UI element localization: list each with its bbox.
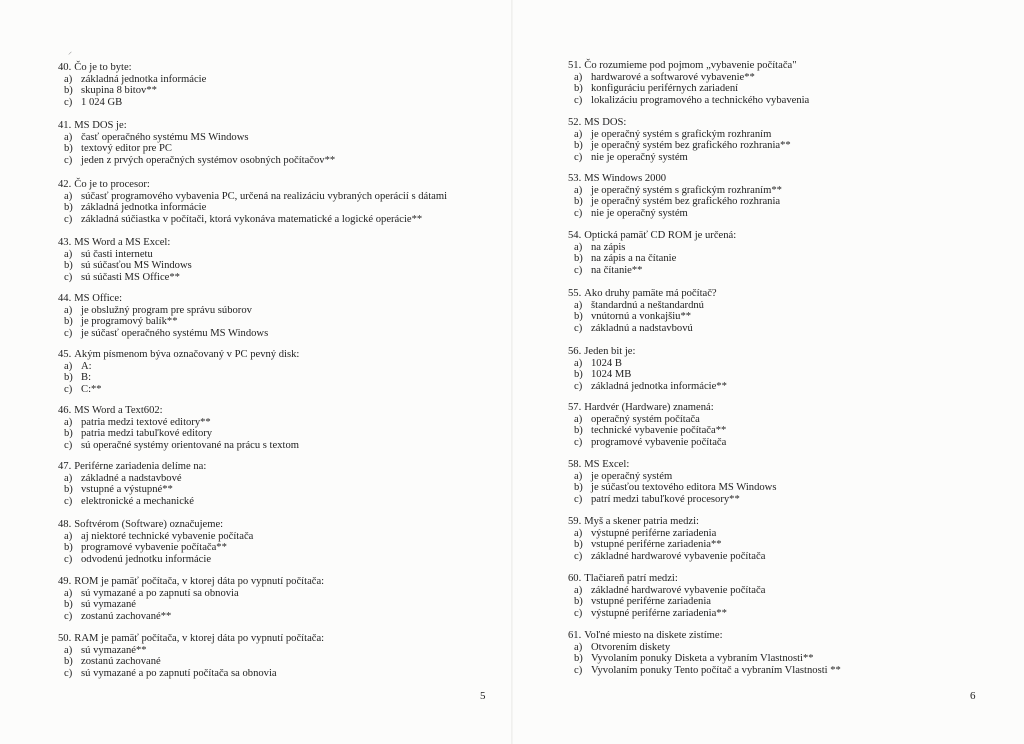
answer-option	[568, 653, 841, 665]
option-text: základná jednotka informácie**	[591, 380, 727, 392]
answer-option	[58, 143, 335, 155]
question-text	[568, 573, 765, 585]
option-text: vstupné periférne zariadenia**	[591, 539, 722, 551]
question-50	[58, 633, 324, 679]
question-60	[568, 573, 765, 619]
answer-option	[58, 599, 324, 611]
question-text	[58, 633, 324, 645]
question-text	[58, 405, 299, 417]
option-letter: b)	[574, 140, 583, 152]
scan-mark: ⸝	[68, 47, 72, 56]
option-text: Otvorením diskety	[591, 641, 671, 653]
question-52	[568, 117, 791, 163]
option-letter: b)	[64, 372, 73, 384]
option-letter: a)	[574, 527, 583, 539]
option-text: je operačný systém s grafickým rozhraním**	[591, 184, 782, 196]
option-letter: a)	[64, 360, 73, 372]
answer-option	[568, 72, 809, 84]
answer-option	[568, 208, 782, 220]
question-number: 57.	[568, 402, 582, 413]
option-letter: c)	[64, 553, 73, 565]
option-text: súčasť programového vybavenia PC, určená na realizáciu vybraných operácií s dátami	[81, 190, 448, 202]
answer-option	[58, 372, 299, 384]
option-letter: b)	[64, 656, 73, 668]
option-letter: c)	[574, 436, 583, 448]
answer-option	[58, 328, 268, 340]
option-text: štandardnú a neštandardnú	[591, 299, 704, 311]
answer-option	[568, 381, 727, 393]
option-letter: b)	[64, 316, 73, 328]
option-text: Vyvolaním ponuky Tento počítač a vybraním Vlastnosti **	[591, 664, 841, 676]
option-text: programové vybavenie počítača	[591, 436, 727, 448]
option-letter: c)	[64, 439, 73, 451]
question-51	[568, 60, 809, 106]
option-letter: c)	[574, 151, 583, 163]
option-text: textový editor pre PC	[81, 143, 172, 155]
option-letter: a)	[574, 299, 583, 311]
question-text	[58, 120, 335, 132]
option-text: na zápis a na čítanie	[591, 253, 677, 265]
answer-option	[58, 305, 268, 317]
option-text: patria medzi tabuľkové editory	[81, 428, 213, 440]
option-letter: a)	[574, 413, 583, 425]
answer-option	[568, 596, 765, 608]
option-text: sú súčasti MS Office**	[81, 271, 180, 283]
option-text: vstupné a výstupné**	[81, 484, 173, 496]
question-text	[568, 117, 791, 129]
question-text	[568, 230, 736, 242]
answer-option	[58, 496, 206, 508]
question-text	[568, 402, 726, 414]
option-letter: a)	[574, 71, 583, 83]
answer-option	[58, 645, 324, 657]
answer-option	[58, 316, 268, 328]
answer-option	[58, 554, 253, 566]
question-text	[568, 630, 841, 642]
answer-option	[58, 656, 324, 668]
option-letter: a)	[574, 184, 583, 196]
question-text	[58, 576, 324, 588]
option-letter: a)	[574, 241, 583, 253]
option-text: aj niektoré technické vybavenie počítača	[81, 530, 254, 542]
question-text	[58, 293, 268, 305]
answer-option	[58, 588, 324, 600]
option-text: na zápis	[591, 241, 626, 253]
question-label: RAM je pamäť počítača, v ktorej dáta po vypnutí počítača:	[74, 633, 325, 644]
answer-option	[568, 358, 727, 370]
option-letter: a)	[64, 248, 73, 260]
option-letter: b)	[64, 143, 73, 155]
answer-option	[58, 132, 335, 144]
option-letter: a)	[64, 644, 73, 656]
question-label: Myš a skener patria medzi:	[584, 516, 699, 527]
answer-option	[568, 140, 791, 152]
question-number: 59.	[568, 516, 582, 527]
option-letter: b)	[64, 599, 73, 611]
question-label: MS Office:	[74, 293, 123, 304]
answer-option	[568, 471, 776, 483]
answer-option	[568, 665, 841, 677]
question-number: 58.	[568, 459, 582, 470]
option-text: výstupné periférne zariadenia**	[591, 607, 727, 619]
option-text: operačný systém počítača	[591, 413, 700, 425]
answer-option	[58, 272, 192, 284]
question-41	[58, 120, 335, 166]
option-letter: a)	[64, 304, 73, 316]
answer-option	[58, 202, 447, 214]
answer-option	[58, 473, 206, 485]
question-43	[58, 237, 192, 283]
question-label: MS DOS je:	[74, 120, 127, 131]
option-letter: a)	[574, 584, 583, 596]
answer-option	[568, 95, 809, 107]
question-44	[58, 293, 268, 339]
option-text: 1 024 GB	[81, 96, 123, 108]
question-number: 51.	[568, 60, 582, 71]
option-letter: c)	[64, 96, 73, 108]
answer-option	[568, 300, 717, 312]
question-48	[58, 519, 253, 565]
option-text: sú vymazané**	[81, 644, 147, 656]
question-number: 53.	[568, 173, 582, 184]
option-letter: a)	[64, 131, 73, 143]
question-text	[568, 288, 717, 300]
option-text: 1024 MB	[591, 369, 632, 381]
option-text: jeden z prvých operačných systémov osobných počítačov**	[81, 154, 336, 166]
answer-option	[58, 384, 299, 396]
question-42	[58, 179, 447, 225]
option-letter: b)	[574, 539, 583, 551]
option-text: výstupné periférne zariadenia	[591, 527, 717, 539]
option-letter: a)	[574, 470, 583, 482]
option-letter: c)	[574, 264, 583, 276]
answer-option	[58, 249, 192, 261]
option-text: je operačný systém bez grafického rozhrania**	[591, 140, 791, 152]
question-label: MS Word a Text602:	[74, 405, 163, 416]
answer-option	[568, 129, 791, 141]
question-57	[568, 402, 726, 448]
option-letter: b)	[574, 253, 583, 265]
option-letter: b)	[64, 542, 73, 554]
option-text: na čítanie**	[591, 264, 643, 276]
answer-option	[568, 425, 726, 437]
answer-option	[568, 196, 782, 208]
option-text: lokalizáciu programového a technického vybavenia	[591, 94, 810, 106]
option-letter: c)	[574, 207, 583, 219]
question-text	[568, 459, 776, 471]
answer-option	[58, 484, 206, 496]
question-number: 42.	[58, 179, 72, 190]
option-text: sú vymazané	[81, 599, 137, 611]
answer-option	[58, 361, 299, 373]
option-letter: b)	[574, 311, 583, 323]
option-text: Vyvolaním ponuky Disketa a vybraním Vlastnosti**	[591, 653, 814, 665]
option-letter: c)	[64, 327, 73, 339]
question-number: 56.	[568, 346, 582, 357]
option-text: sú časti internetu	[81, 248, 153, 260]
question-61	[568, 630, 841, 676]
option-text: je operačný systém	[591, 470, 673, 482]
option-letter: b)	[574, 369, 583, 381]
question-number: 41.	[58, 120, 72, 131]
answer-option	[58, 214, 447, 226]
option-letter: a)	[64, 416, 73, 428]
option-letter: c)	[574, 607, 583, 619]
option-letter: b)	[64, 202, 73, 214]
option-letter: a)	[574, 641, 583, 653]
option-letter: a)	[64, 472, 73, 484]
answer-option	[568, 323, 717, 335]
question-label: Čo je to byte:	[74, 62, 132, 73]
option-text: základná jednotka informácie	[81, 202, 207, 214]
answer-option	[568, 414, 726, 426]
question-label: MS Word a MS Excel:	[74, 237, 171, 248]
question-55	[568, 288, 717, 334]
question-text	[568, 60, 809, 72]
question-label: Čo rozumieme pod pojmom „vybavenie počítača"	[584, 60, 797, 71]
question-label: ROM je pamäť počítača, v ktorej dáta po vypnutí počítača:	[74, 576, 325, 587]
question-59	[568, 516, 765, 562]
option-text: elektronické a mechanické	[81, 495, 194, 507]
option-letter: b)	[574, 196, 583, 208]
question-text	[58, 237, 192, 249]
answer-option	[568, 642, 841, 654]
option-text: patrí medzi tabuľkové procesory**	[591, 493, 740, 505]
option-text: je operačný systém bez grafického rozhrania	[591, 196, 781, 208]
option-text: patria medzi textové editory**	[81, 416, 211, 428]
option-letter: c)	[64, 154, 73, 166]
question-label: Softvérom (Software) označujeme:	[74, 519, 224, 530]
option-text: je operačný systém s grafickým rozhraním	[591, 128, 772, 140]
answer-option	[568, 265, 736, 277]
question-number: 55.	[568, 288, 582, 299]
option-letter: b)	[574, 596, 583, 608]
option-text: základnú a nadstavbovú	[591, 322, 693, 334]
option-letter: c)	[574, 322, 583, 334]
answer-option	[58, 155, 335, 167]
option-letter: c)	[574, 94, 583, 106]
option-letter: c)	[64, 271, 73, 283]
option-text: programové vybavenie počítača**	[81, 542, 227, 554]
option-text: je súčasť operačného systému MS Windows	[81, 327, 269, 339]
option-letter: c)	[64, 495, 73, 507]
question-56	[568, 346, 727, 392]
answer-option	[58, 542, 253, 554]
option-letter: b)	[64, 260, 73, 272]
question-number: 54.	[568, 230, 582, 241]
option-text: B:	[81, 372, 92, 384]
option-text: sú súčasťou MS Windows	[81, 260, 192, 272]
answer-option	[568, 242, 736, 254]
option-text: nie je operačný systém	[591, 207, 688, 219]
option-text: základné hardwarové vybavenie počítača	[591, 550, 766, 562]
option-text: odvodenú jednotku informácie	[81, 553, 212, 565]
option-letter: c)	[64, 213, 73, 225]
option-letter: b)	[64, 428, 73, 440]
question-number: 43.	[58, 237, 72, 248]
answer-option	[58, 85, 206, 97]
option-text: je súčasťou textového editora MS Windows	[591, 482, 777, 494]
page-number-right: 6	[970, 690, 976, 702]
option-text: je programový balík**	[81, 316, 178, 328]
question-53	[568, 173, 782, 219]
option-text: zostanú zachované**	[81, 610, 172, 622]
option-text: C:**	[81, 383, 102, 395]
answer-option	[58, 668, 324, 680]
option-letter: c)	[574, 380, 583, 392]
question-text	[568, 173, 782, 185]
option-text: základná jednotka informácie	[81, 73, 207, 85]
question-label: Jeden bit je:	[584, 346, 636, 357]
option-letter: c)	[574, 493, 583, 505]
question-label: Tlačiareň patrí medzi:	[584, 573, 678, 584]
question-54	[568, 230, 736, 276]
option-text: A:	[81, 360, 92, 372]
answer-option	[568, 185, 782, 197]
answer-option	[58, 531, 253, 543]
option-text: konfiguráciu periférnych zariadení	[591, 83, 739, 95]
option-text: základné a nadstavbové	[81, 472, 182, 484]
option-letter: c)	[574, 550, 583, 562]
option-text: vstupné periférne zariadenia	[591, 596, 711, 608]
answer-option	[58, 428, 299, 440]
option-text: nie je operačný systém	[591, 151, 688, 163]
answer-option	[568, 311, 717, 323]
option-text: základná súčiastka v počítači, ktorá vykonáva matematické a logické operácie**	[81, 213, 423, 225]
question-text	[568, 516, 765, 528]
option-text: je obslužný program pre správu súborov	[81, 304, 252, 316]
question-number: 46.	[58, 405, 72, 416]
question-45	[58, 349, 299, 395]
question-label: Optická pamäť CD ROM je určená:	[584, 230, 737, 241]
option-letter: b)	[574, 83, 583, 95]
answer-option	[58, 74, 206, 86]
page-number-left: 5	[480, 690, 486, 702]
question-47	[58, 461, 206, 507]
question-number: 60.	[568, 573, 582, 584]
answer-option	[58, 440, 299, 452]
question-text	[58, 461, 206, 473]
option-text: sú vymazané a po zapnutí počítača sa obnovia	[81, 667, 277, 679]
question-number: 50.	[58, 633, 72, 644]
answer-option	[58, 417, 299, 429]
option-letter: b)	[574, 482, 583, 494]
question-text	[58, 519, 253, 531]
option-text: časť operačného systému MS Windows	[81, 131, 249, 143]
question-number: 44.	[58, 293, 72, 304]
option-letter: b)	[64, 484, 73, 496]
question-number: 49.	[58, 576, 72, 587]
option-letter: a)	[64, 587, 73, 599]
question-label: Akým písmenom býva označovaný v PC pevný disk:	[74, 349, 300, 360]
question-number: 48.	[58, 519, 72, 530]
answer-option	[568, 551, 765, 563]
option-letter: a)	[64, 530, 73, 542]
question-49	[58, 576, 324, 622]
question-58	[568, 459, 776, 505]
question-text	[58, 179, 447, 191]
answer-option	[568, 152, 791, 164]
option-letter: a)	[64, 73, 73, 85]
answer-option	[568, 83, 809, 95]
answer-option	[568, 539, 765, 551]
question-number: 40.	[58, 62, 72, 73]
option-text: sú vymazané a po zapnutí sa obnovia	[81, 587, 239, 599]
answer-option	[58, 191, 447, 203]
option-text: hardwarové a softwarové vybavenie**	[591, 71, 755, 83]
question-label: Ako druhy pamäte má počítač?	[584, 288, 717, 299]
answer-option	[58, 97, 206, 109]
answer-option	[568, 608, 765, 620]
question-label: Čo je to procesor:	[74, 179, 150, 190]
question-40	[58, 62, 206, 108]
answer-option	[568, 437, 726, 449]
option-letter: a)	[574, 128, 583, 140]
question-text	[58, 349, 299, 361]
answer-option	[568, 528, 765, 540]
option-text: základné hardwarové vybavenie počítača	[591, 584, 766, 596]
question-46	[58, 405, 299, 451]
question-number: 45.	[58, 349, 72, 360]
option-letter: c)	[64, 610, 73, 622]
answer-option	[568, 482, 776, 494]
question-number: 52.	[568, 117, 582, 128]
question-text	[58, 62, 206, 74]
option-letter: b)	[64, 85, 73, 97]
question-label: MS DOS:	[584, 117, 627, 128]
answer-option	[568, 369, 727, 381]
question-number: 47.	[58, 461, 72, 472]
answer-option	[568, 253, 736, 265]
question-label: Periférne zariadenia delíme na:	[74, 461, 207, 472]
answer-option	[58, 611, 324, 623]
option-letter: c)	[64, 667, 73, 679]
answer-option	[568, 585, 765, 597]
option-text: sú operačné systémy orientované na prácu s textom	[81, 439, 299, 451]
option-letter: c)	[574, 664, 583, 676]
question-text	[568, 346, 727, 358]
question-label: Hardvér (Hardware) znamená:	[584, 402, 714, 413]
question-label: Voľné miesto na diskete zistíme:	[584, 630, 723, 641]
question-number: 61.	[568, 630, 582, 641]
answer-option	[568, 494, 776, 506]
option-letter: b)	[574, 653, 583, 665]
option-text: zostanú zachované	[81, 656, 161, 668]
question-label: MS Excel:	[584, 459, 630, 470]
option-text: 1024 B	[591, 357, 622, 369]
answer-option	[58, 260, 192, 272]
option-letter: a)	[574, 357, 583, 369]
option-letter: b)	[574, 425, 583, 437]
question-label: MS Windows 2000	[584, 173, 667, 184]
option-text: skupina 8 bitov**	[81, 85, 157, 97]
option-letter: c)	[64, 383, 73, 395]
option-letter: a)	[64, 190, 73, 202]
option-text: technické vybavenie počítača**	[591, 425, 727, 437]
option-text: vnútornú a vonkajšiu**	[591, 311, 692, 323]
